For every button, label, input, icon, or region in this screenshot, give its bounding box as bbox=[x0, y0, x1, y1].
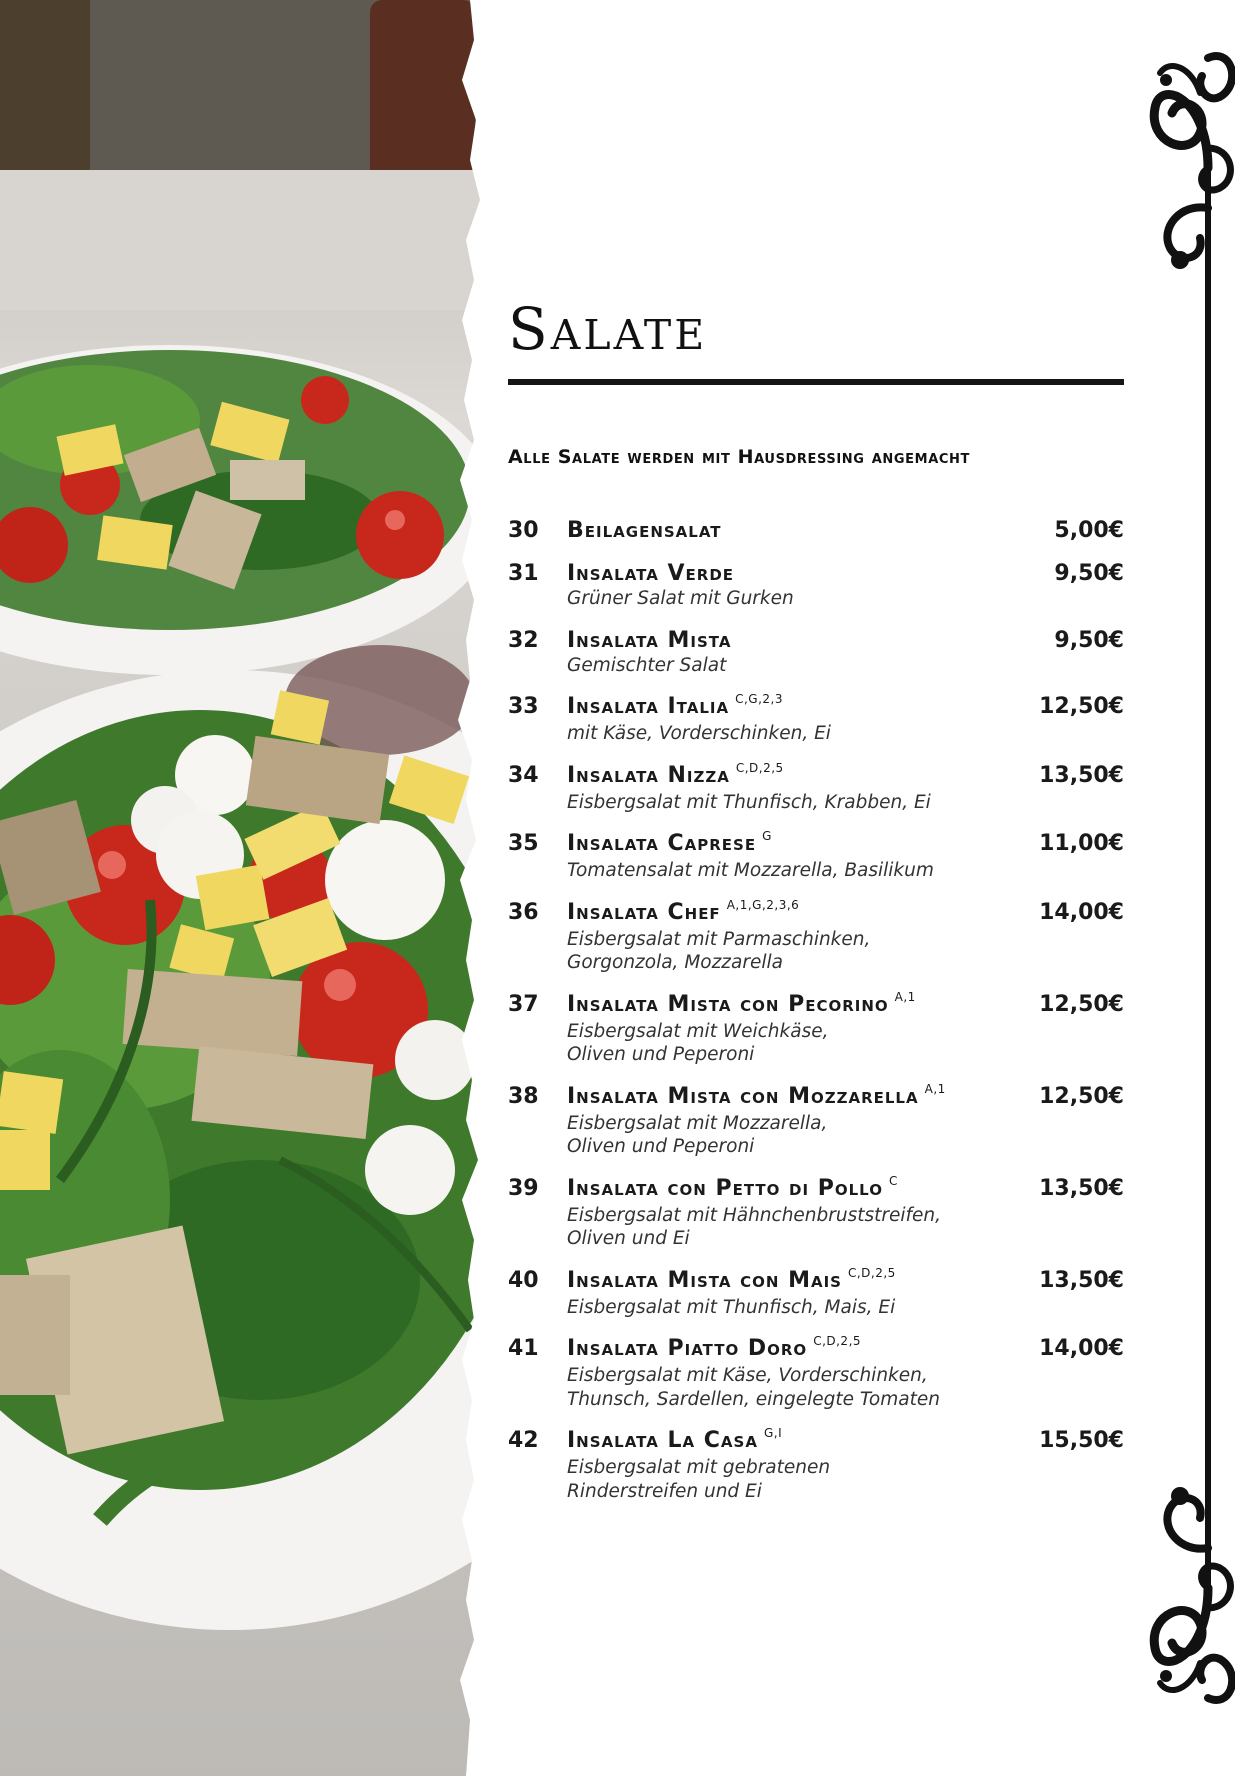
item-price: 9,50€ bbox=[1054, 627, 1124, 653]
item-number: 35 bbox=[508, 831, 539, 856]
menu-item bbox=[508, 1428, 1124, 1503]
item-description: Eisbergsalat mit Mozzarella, Oliven und Peperoni bbox=[567, 1112, 828, 1157]
item-number: 30 bbox=[508, 518, 539, 543]
menu-item bbox=[508, 518, 1124, 544]
item-name-text: Insalata Italia bbox=[567, 694, 730, 719]
item-price: 14,00€ bbox=[1039, 1336, 1124, 1361]
menu-item bbox=[508, 628, 1124, 678]
item-name-text: Beilagensalat bbox=[567, 518, 722, 543]
menu-item bbox=[508, 897, 1124, 975]
item-name-text: Insalata Caprese bbox=[567, 831, 757, 856]
item-number: 36 bbox=[508, 899, 539, 925]
allergen-codes: C,D,2,5 bbox=[735, 760, 784, 775]
item-name-text: Insalata Mista con Mais bbox=[567, 1267, 842, 1293]
item-name bbox=[567, 518, 1124, 544]
menu-item bbox=[508, 1336, 1124, 1411]
salad-menu-list bbox=[508, 518, 1124, 1520]
item-name-text: Insalata Mista con Pecorino bbox=[567, 991, 889, 1017]
page-title: Salate bbox=[508, 295, 708, 363]
allergen-codes: C,D,2,5 bbox=[847, 1265, 896, 1280]
allergen-codes: A,1 bbox=[894, 989, 916, 1004]
item-number: 38 bbox=[508, 1083, 539, 1109]
salad-illustration bbox=[0, 0, 500, 1776]
item-price: 12,50€ bbox=[1039, 991, 1124, 1017]
allergen-codes: C bbox=[888, 1173, 898, 1188]
item-number: 37 bbox=[508, 991, 539, 1017]
item-name-text: Insalata Mista con Mozzarella bbox=[567, 1083, 919, 1109]
item-number: 42 bbox=[508, 1428, 539, 1453]
title-divider bbox=[508, 379, 1124, 385]
item-description: Eisbergsalat mit Käse, Vorderschinken, Thunsch, Sardellen, eingelegte Tomaten bbox=[567, 1365, 940, 1410]
item-name-text: Insalata con Petto di Pollo bbox=[567, 1175, 883, 1201]
item-price: 9,50€ bbox=[1054, 561, 1124, 586]
tomato-shape bbox=[356, 491, 444, 579]
item-name-text: Insalata Nizza bbox=[567, 762, 730, 788]
item-name-text: Insalata Verde bbox=[567, 561, 735, 586]
item-number: 32 bbox=[508, 627, 539, 653]
item-number: 34 bbox=[508, 762, 539, 788]
item-price: 5,00€ bbox=[1054, 518, 1124, 543]
item-price: 14,00€ bbox=[1039, 899, 1124, 925]
item-price: 15,50€ bbox=[1039, 1428, 1124, 1453]
menu-item bbox=[508, 694, 1124, 746]
item-price: 12,50€ bbox=[1039, 694, 1124, 719]
item-price: 12,50€ bbox=[1039, 1083, 1124, 1109]
menu-item bbox=[508, 1081, 1124, 1159]
item-description: Grüner Salat mit Gurken bbox=[567, 588, 794, 609]
item-price: 13,50€ bbox=[1039, 1175, 1124, 1201]
menu-item bbox=[508, 1265, 1124, 1320]
allergen-codes: C,G,2,3 bbox=[735, 692, 783, 706]
item-price: 13,50€ bbox=[1039, 762, 1124, 788]
allergen-codes: G,I bbox=[763, 1426, 783, 1440]
salad-photo bbox=[0, 0, 500, 1776]
item-number: 39 bbox=[508, 1175, 539, 1201]
menu-item bbox=[508, 989, 1124, 1067]
menu-item bbox=[508, 561, 1124, 611]
item-number: 41 bbox=[508, 1336, 539, 1361]
item-description: Eisbergsalat mit Weichkäse, Oliven und Peperoni bbox=[567, 1020, 829, 1065]
item-description: Eisbergsalat mit Thunfisch, Krabben, Ei bbox=[567, 791, 931, 813]
item-number: 40 bbox=[508, 1267, 539, 1293]
item-name bbox=[567, 628, 1124, 654]
item-name-text: Insalata La Casa bbox=[567, 1428, 758, 1453]
menu-item bbox=[508, 831, 1124, 883]
item-description: Eisbergsalat mit Thunfisch, Mais, Ei bbox=[567, 1296, 896, 1318]
item-description: Eisbergsalat mit Hähnchenbruststreifen, Oliven und Ei bbox=[567, 1204, 942, 1249]
scroll-ornament-icon bbox=[1140, 38, 1235, 1718]
item-name bbox=[567, 561, 1124, 587]
intro-note: Alle Salate werden mit Hausdressing angemacht bbox=[508, 446, 970, 468]
item-price: 11,00€ bbox=[1039, 831, 1124, 856]
allergen-codes: C,D,2,5 bbox=[813, 1334, 862, 1348]
allergen-codes: G bbox=[762, 829, 772, 843]
allergen-codes: A,1,G,2,3,6 bbox=[726, 897, 800, 912]
item-description: Eisbergsalat mit gebratenen Rinderstreifen und Ei bbox=[567, 1457, 831, 1502]
item-description: Gemischter Salat bbox=[567, 654, 727, 676]
menu-item bbox=[508, 1173, 1124, 1251]
item-name-text: Insalata Chef bbox=[567, 899, 721, 925]
item-description: Tomatensalat mit Mozzarella, Basilikum bbox=[567, 860, 934, 881]
item-number: 33 bbox=[508, 694, 539, 719]
allergen-codes: A,1 bbox=[924, 1081, 946, 1096]
item-name-text: Insalata Piatto Doro bbox=[567, 1336, 808, 1361]
item-description: Eisbergsalat mit Parmaschinken, Gorgonzola, Mozzarella bbox=[567, 928, 871, 973]
menu-item bbox=[508, 760, 1124, 815]
item-name-text: Insalata Mista bbox=[567, 627, 732, 653]
item-description: mit Käse, Vorderschinken, Ei bbox=[567, 723, 831, 744]
item-price: 13,50€ bbox=[1039, 1267, 1124, 1293]
item-number: 31 bbox=[508, 561, 539, 586]
